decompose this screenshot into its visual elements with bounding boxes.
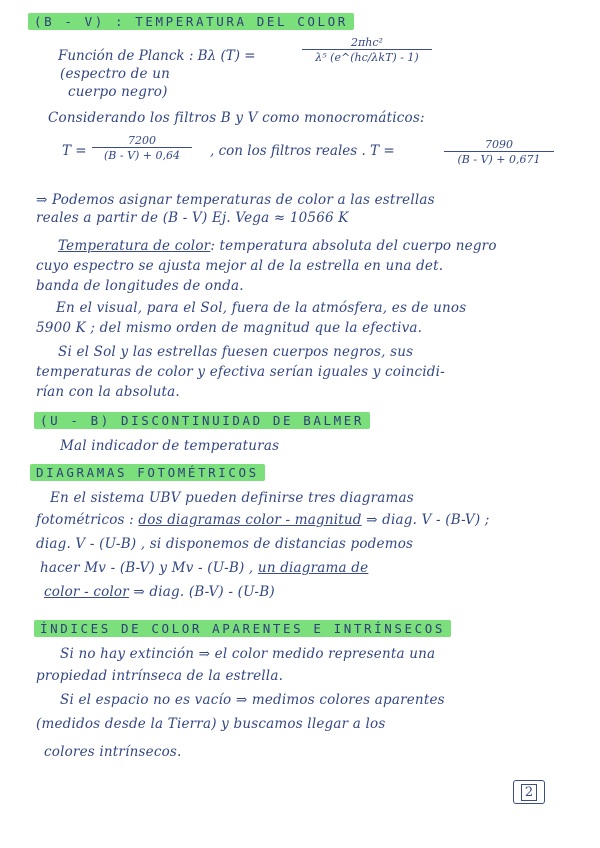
indices-line-3: Si el espacio no es vacío ⇒ medimos colores aparentes xyxy=(60,692,445,708)
temp-color-line-1 xyxy=(58,238,497,254)
diagramas-line-5 xyxy=(44,584,275,600)
planck-note-1: (espectro de un xyxy=(60,66,170,82)
formula-real-fraction xyxy=(444,138,554,166)
diagramas-line-1: En el sistema UBV pueden definirse tres diagramas xyxy=(50,490,414,506)
visual-line-1: En el visual, para el Sol, fuera de la atmósfera, es de unos xyxy=(56,300,467,316)
diagramas-absolute: hacer Mv - (B-V) y Mv - (U-B) , xyxy=(40,560,254,576)
indices-line-5: colores intrínsecos. xyxy=(44,744,182,760)
formula-mono-fraction xyxy=(92,134,192,162)
diagramas-un-diagrama: un diagrama de xyxy=(257,560,369,576)
temp-color-line-2: cuyo espectro se ajusta mejor al de la estrella en una det. xyxy=(36,258,444,274)
heading-temperatura-color: (B - V) : TEMPERATURA DEL COLOR xyxy=(28,13,354,30)
sun-line-3: rían con la absoluta. xyxy=(36,384,180,400)
formula-mono-denominator: (B - V) + 0,64 xyxy=(103,149,181,162)
diagramas-bv-ub: ⇒ diag. (B-V) - (U-B) xyxy=(128,584,275,600)
diagramas-line-3: diag. V - (U-B) , si disponemos de distancias podemos xyxy=(36,536,414,552)
temp-color-line-3: banda de longitudes de onda. xyxy=(36,278,244,294)
formula-real-numerator: 7090 xyxy=(444,138,554,152)
real-filters-text: , con los filtros reales . T = xyxy=(210,143,395,159)
formula-mono-lhs: T = xyxy=(62,143,87,159)
balmer-text: Mal indicador de temperaturas xyxy=(60,438,280,454)
sun-line-1: Si el Sol y las estrellas fuesen cuerpos negros, sus xyxy=(58,344,414,360)
heading-diagramas: DIAGRAMAS FOTOMÉTRICOS xyxy=(30,464,265,481)
formula-real-denominator: (B - V) + 0,671 xyxy=(457,153,541,166)
assign-line-2: reales a partir de (B - V) Ej. Vega ≈ 10566 K xyxy=(36,210,349,226)
temp-color-definition: : temperatura absoluta del cuerpo negro xyxy=(210,238,497,254)
diagramas-line-2 xyxy=(36,512,490,528)
diagramas-line-4 xyxy=(40,560,368,576)
planck-numerator: 2πhc² xyxy=(302,36,432,50)
diagramas-color-magnitud: dos diagramas color - magnitud xyxy=(138,512,362,528)
visual-line-2: 5900 K ; del mismo orden de magnitud que la efectiva. xyxy=(36,320,423,336)
sun-line-2: temperaturas de color y efectiva serían iguales y coincidi- xyxy=(36,364,445,380)
heading-balmer: (U - B) DISCONTINUIDAD DE BALMER xyxy=(34,412,370,429)
planck-denominator: λ⁵ (e^(hc/λkT) - 1) xyxy=(315,51,419,64)
planck-fraction xyxy=(302,36,432,64)
temp-color-term: Temperatura de color xyxy=(58,238,211,254)
filters-text: Considerando los filtros B y V como monocromáticos: xyxy=(48,110,425,126)
planck-label: Función de Planck : Bλ (T) = xyxy=(58,48,256,64)
indices-line-2: propiedad intrínseca de la estrella. xyxy=(36,668,284,684)
diagramas-fotometricos: fotométricos : xyxy=(36,512,134,528)
indices-line-4: (medidos desde la Tierra) y buscamos llegar a los xyxy=(36,716,386,732)
page-number: 2 xyxy=(521,784,537,801)
diagramas-vbv: ⇒ diag. V - (B-V) ; xyxy=(361,512,490,528)
assign-line-1: ⇒ Podemos asignar temperaturas de color a las estrellas xyxy=(36,192,435,208)
diagramas-color-color: color - color xyxy=(44,584,129,600)
planck-note-2: cuerpo negro) xyxy=(68,84,168,100)
heading-indices: ÍNDICES DE COLOR APARENTES E INTRÍNSECOS xyxy=(34,620,451,637)
page-number-box xyxy=(513,780,545,804)
formula-mono-numerator: 7200 xyxy=(92,134,192,148)
indices-line-1: Si no hay extinción ⇒ el color medido representa una xyxy=(60,646,436,662)
